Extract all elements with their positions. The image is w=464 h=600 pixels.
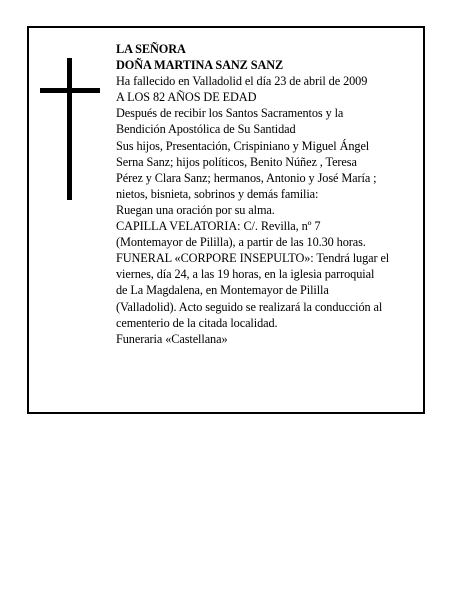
family-line-4: nietos, bisnieta, sobrinos y demás familia: bbox=[116, 186, 319, 201]
cross-icon bbox=[40, 58, 100, 200]
age-line: A LOS 82 AÑOS DE EDAD bbox=[116, 90, 257, 105]
sacraments-line-2: Bendición Apostólica de Su Santidad bbox=[116, 122, 296, 137]
funeral-line-2: viernes, día 24, a las 19 horas, en la iglesia parroquial bbox=[116, 267, 375, 282]
deceased-name: DOÑA MARTINA SANZ SANZ bbox=[116, 58, 284, 73]
sacraments-line-1: Después de recibir los Santos Sacramentos y la bbox=[116, 106, 344, 121]
cross-horizontal-bar bbox=[40, 88, 100, 93]
notice-text-block bbox=[116, 41, 428, 347]
family-line-2: Serna Sanz; hijos políticos, Benito Núñez , Teresa bbox=[116, 154, 357, 169]
funeral-line-1: FUNERAL «CORPORE INSEPULTO»: Tendrá lugar el bbox=[116, 251, 390, 266]
wake-chapel-line-1: CAPILLA VELATORIA: C/. Revilla, nº 7 bbox=[116, 219, 321, 234]
prayer-line: Ruegan una oración por su alma. bbox=[116, 202, 275, 217]
obituary-notice bbox=[27, 26, 425, 414]
funeral-line-5: cementerio de la citada localidad. bbox=[116, 315, 278, 330]
cross-vertical-bar bbox=[67, 58, 72, 200]
notice-heading: LA SEÑORA bbox=[116, 42, 186, 56]
family-line-3: Pérez y Clara Sanz; hermanos, Antonio y José María ; bbox=[116, 170, 377, 185]
family-line-1: Sus hijos, Presentación, Crispiniano y Miguel Ángel bbox=[116, 138, 370, 153]
wake-chapel-line-2: (Montemayor de Pililla), a partir de las 10.30 horas. bbox=[116, 235, 366, 250]
death-date-line: Ha fallecido en Valladolid el día 23 de abril de 2009 bbox=[116, 74, 368, 89]
funeral-line-4: (Valladolid). Acto seguido se realizará la conducción al bbox=[116, 299, 383, 314]
funeral-line-3: de La Magdalena, en Montemayor de Pililla bbox=[116, 283, 329, 298]
funeral-home-line: Funeraria «Castellana» bbox=[116, 331, 228, 346]
